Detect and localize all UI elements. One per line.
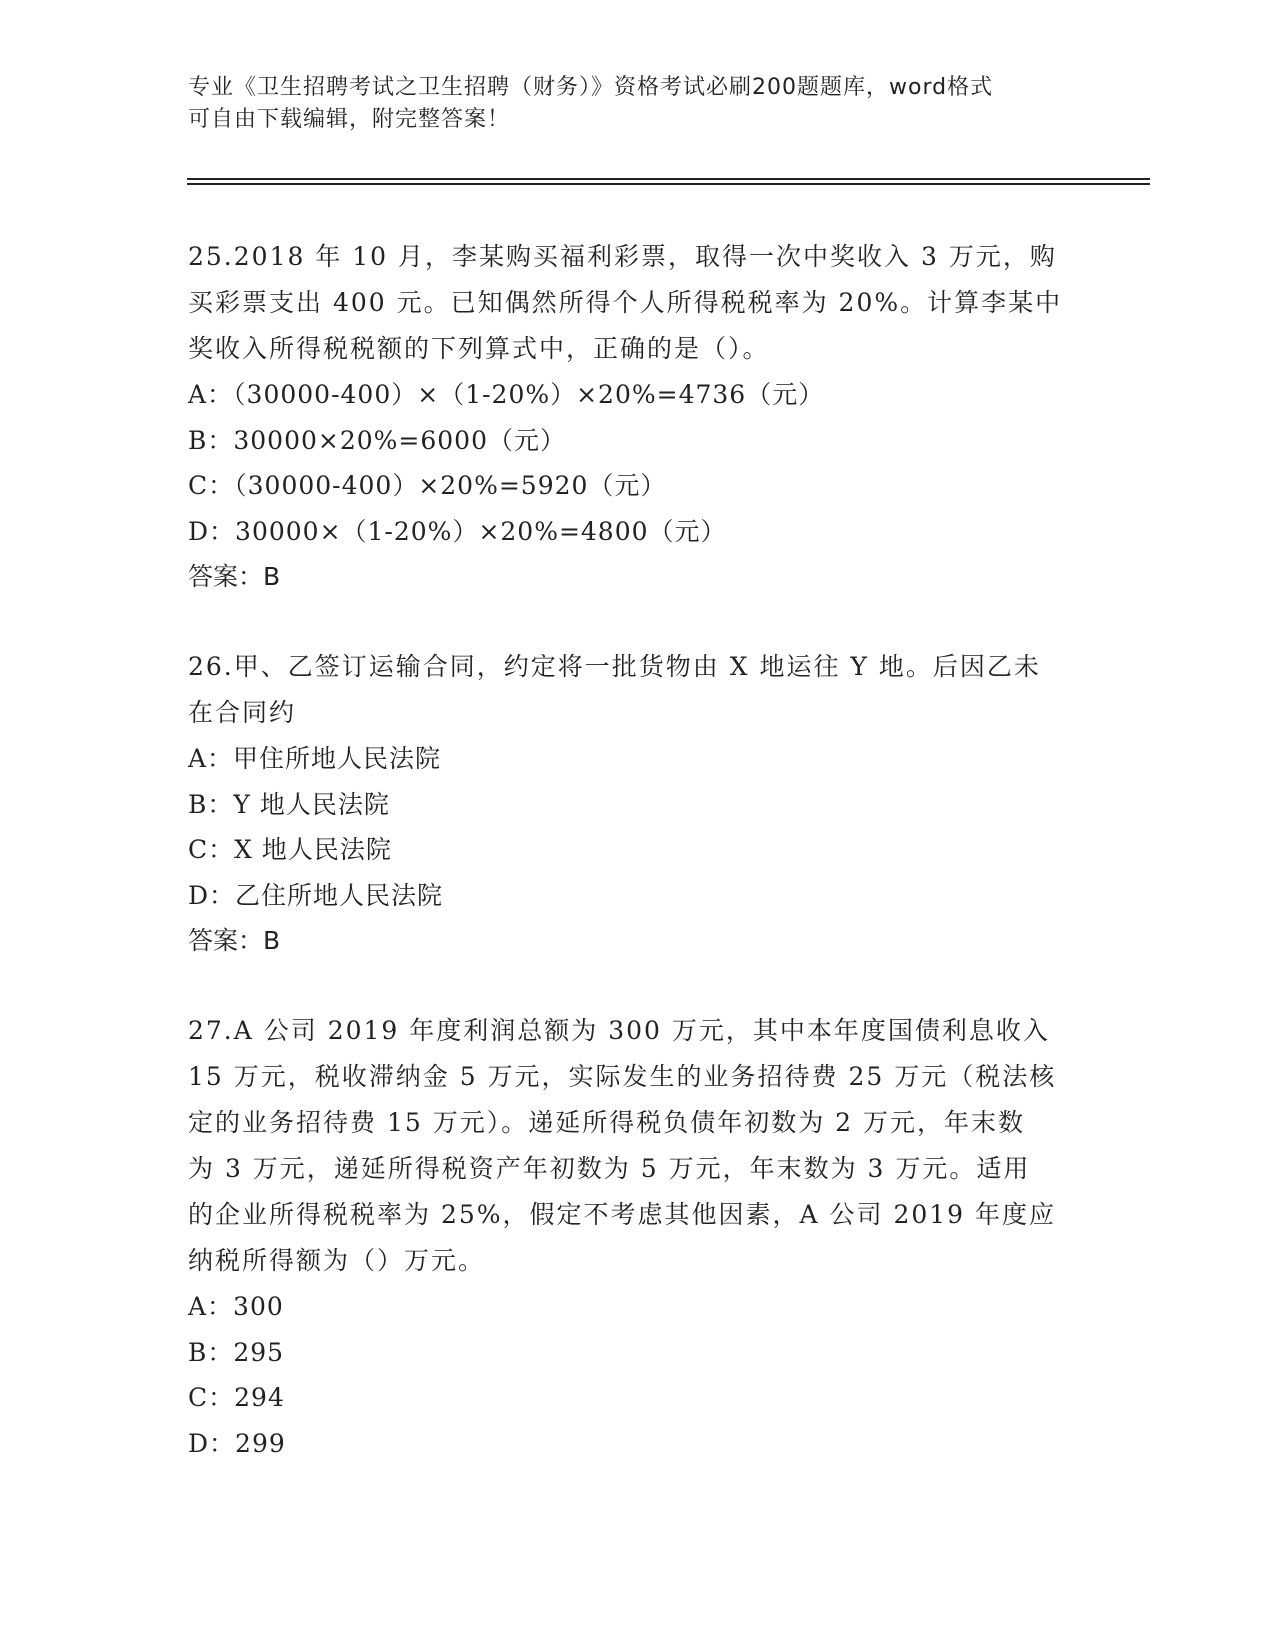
option-b: B：30000×20%=6000（元） [188, 425, 566, 455]
header-divider [187, 183, 1150, 185]
question-26 [188, 644, 1088, 964]
header-divider [187, 178, 1150, 180]
option-a: A：（30000-400）×（1-20%）×20%=4736（元） [188, 380, 825, 409]
answer: 答案：B [188, 562, 281, 591]
option-c: C：（30000-400）×20%=5920（元） [188, 471, 667, 500]
option-d: D：乙住所地人民法院 [188, 880, 444, 910]
question-25 [188, 234, 1088, 600]
question-text: 27.A 公司 2019 年度利润总额为 300 万元，其中本年度国债利息收入 [188, 1016, 1050, 1045]
option-a: A：300 [188, 1292, 284, 1321]
option-c: C：294 [188, 1383, 285, 1412]
question-text: 买彩票支出 400 元。已知偶然所得个人所得税税率为 20%。计算李某中 [188, 288, 1063, 317]
question-text: 26.甲、乙签订运输合同，约定将一批货物由 X 地运往 Y 地。后因乙未 [188, 652, 1041, 681]
question-text: 15 万元，税收滞纳金 5 万元，实际发生的业务招待费 25 万元（税法核 [188, 1062, 1057, 1091]
question-text: 奖收入所得税税额的下列算式中，正确的是（）。 [188, 334, 770, 363]
header-line: 可自由下载编辑，附完整答案！ [188, 107, 511, 132]
question-text: 25.2018 年 10 月，李某购买福利彩票，取得一次中奖收入 3 万元，购 [188, 242, 1057, 271]
option-c: C：X 地人民法院 [188, 835, 392, 864]
question-27 [188, 1008, 1088, 1466]
header-line: 专业《卫生招聘考试之卫生招聘（财务）》资格考试必刷200题题库，word格式 [188, 75, 994, 100]
question-text: 为 3 万元，递延所得税资产年初数为 5 万元，年末数为 3 万元。适用 [188, 1154, 1031, 1183]
answer: 答案：B [188, 926, 281, 955]
option-b: B：Y 地人民法院 [188, 789, 390, 819]
question-text: 的企业所得税税率为 25%，假定不考虑其他因素，A 公司 2019 年度应 [188, 1200, 1057, 1229]
option-a: A：甲住所地人民法院 [188, 744, 442, 773]
option-d: D：30000×（1-20%）×20%=4800（元） [188, 516, 727, 546]
document-header [188, 72, 1068, 136]
question-text: 定的业务招待费 15 万元）。递延所得税负债年初数为 2 万元，年末数 [188, 1108, 1026, 1137]
question-text: 在合同约 [188, 698, 297, 727]
option-b: B：295 [188, 1337, 285, 1367]
question-text: 纳税所得额为（）万元。 [188, 1246, 486, 1275]
option-d: D：299 [188, 1428, 286, 1458]
